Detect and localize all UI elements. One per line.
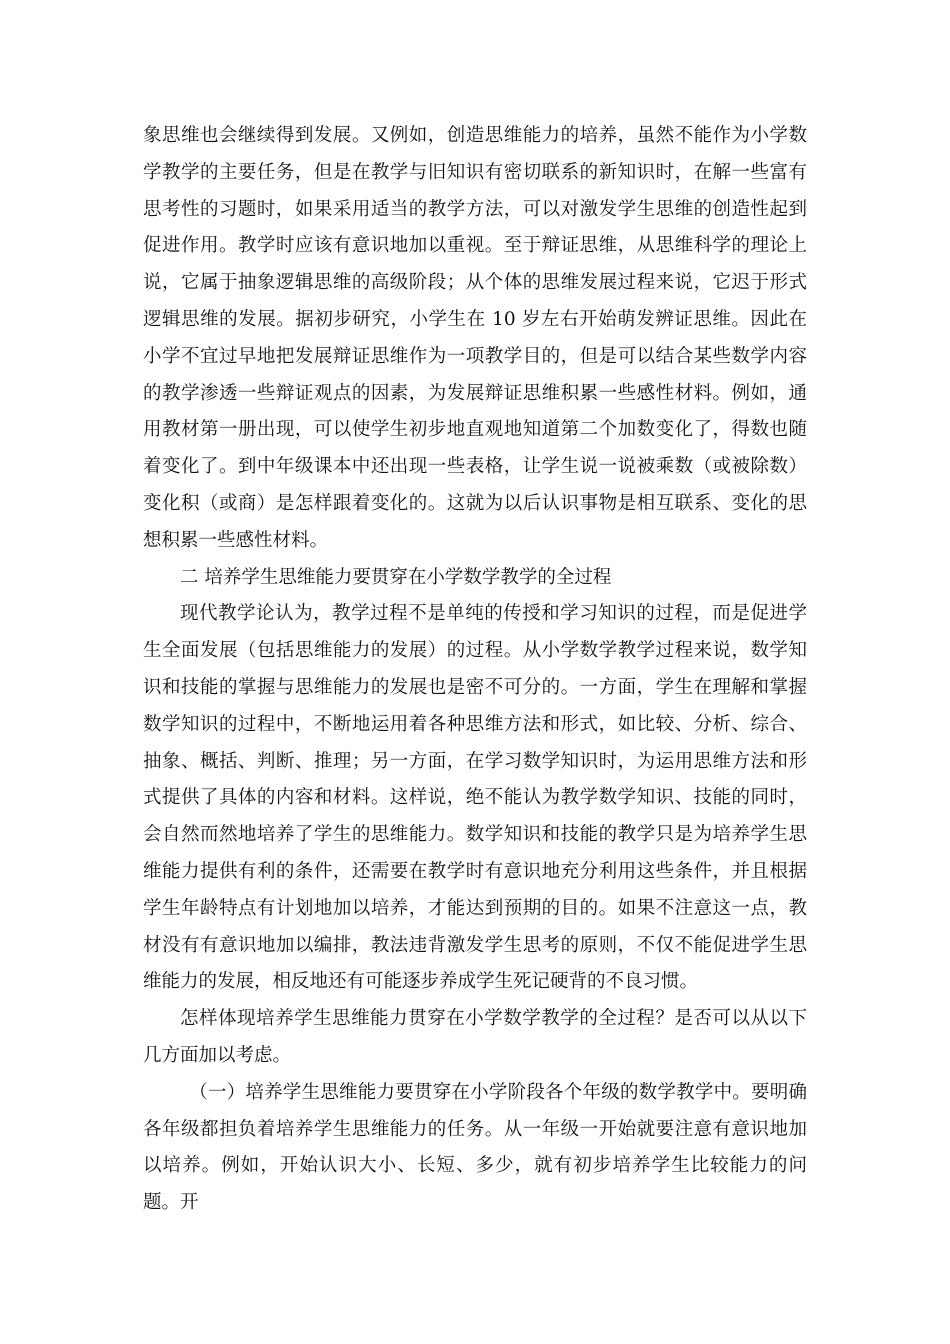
paragraph-modern-teaching: 现代教学论认为，教学过程不是单纯的传授和学习知识的过程，而是促进学生全面发展（包括思维能力的发展）的过程。从小学数学教学过程来说，数学知识和技能的掌握与思维能力的发展也是密不可分的。一方面，学生在理解和掌握数学知识的过程中，不断地运用着各种思维方法和形式，如比较、分析、综合、抽象、概括、判断、推理；另一方面，在学习数学知识时，为运用思维方法和形式提供了具体的内容和材料。这样说，绝不能认为教学数学知识、技能的同时，会自然而然地培养了学生的思维能力。数学知识和技能的教学只是为培养学生思维能力提供有利的条件，还需要在教学时有意识地充分利用这些条件，并且根据学生年龄特点有计划地加以培养，才能达到预期的目的。如果不注意这一点，教材没有有意识地加以编排，教法违背激发学生思考的原则，不仅不能促进学生思维能力的发展，相反地还有可能逐步养成学生死记硬背的不良习惯。 [143, 603, 807, 993]
paragraph-continuation: 象思维也会继续得到发展。又例如，创造思维能力的培养，虽然不能作为小学数学教学的主要任务，但是在教学与旧知识有密切联系的新知识时，在解一些富有思考性的习题时，如果采用适当的教学方法，可以对激发学生思维的创造性起到促进作用。教学时应该有意识地加以重视。至于辩证思维，从思维科学的理论上说，它属于抽象逻辑思维的高级阶段；从个体的思维发展过程来说，它迟于形式逻辑思维的发展。据初步研究，小学生在 10 岁左右开始萌发辨证思维。因此在小学不宜过早地把发展辩证思维作为一项教学目的，但是可以结合某些数学内容的教学渗透一些辩证观点的因素，为发展辩证思维积累一些感性材料。例如，通用教材第一册出现，可以使学生初步地直观地知道第二个加数变化了，得数也随着变化了。到中年级课本中还出现一些表格，让学生说一说被乘数（或被除数）变化积（或商）是怎样跟着变化的。这就为以后认识事物是相互联系、变化的思想积累一些感性材料。 [143, 125, 807, 551]
document-body [143, 118, 807, 1222]
paragraph-item-one: （一）培养学生思维能力要贯穿在小学阶段各个年级的数学教学中。要明确各年级都担负着培养学生思维能力的任务。从一年级一开始就要注意有意识地加以培养。例如，开始认识大小、长短、多少，就有初步培养学生比较能力的问题。开 [143, 1081, 807, 1214]
section-heading: 二 培养学生思维能力要贯穿在小学数学教学的全过程 [180, 566, 612, 588]
paragraph-question: 怎样体现培养学生思维能力贯穿在小学数学教学的全过程？是否可以从以下几方面加以考虑。 [143, 1008, 807, 1066]
